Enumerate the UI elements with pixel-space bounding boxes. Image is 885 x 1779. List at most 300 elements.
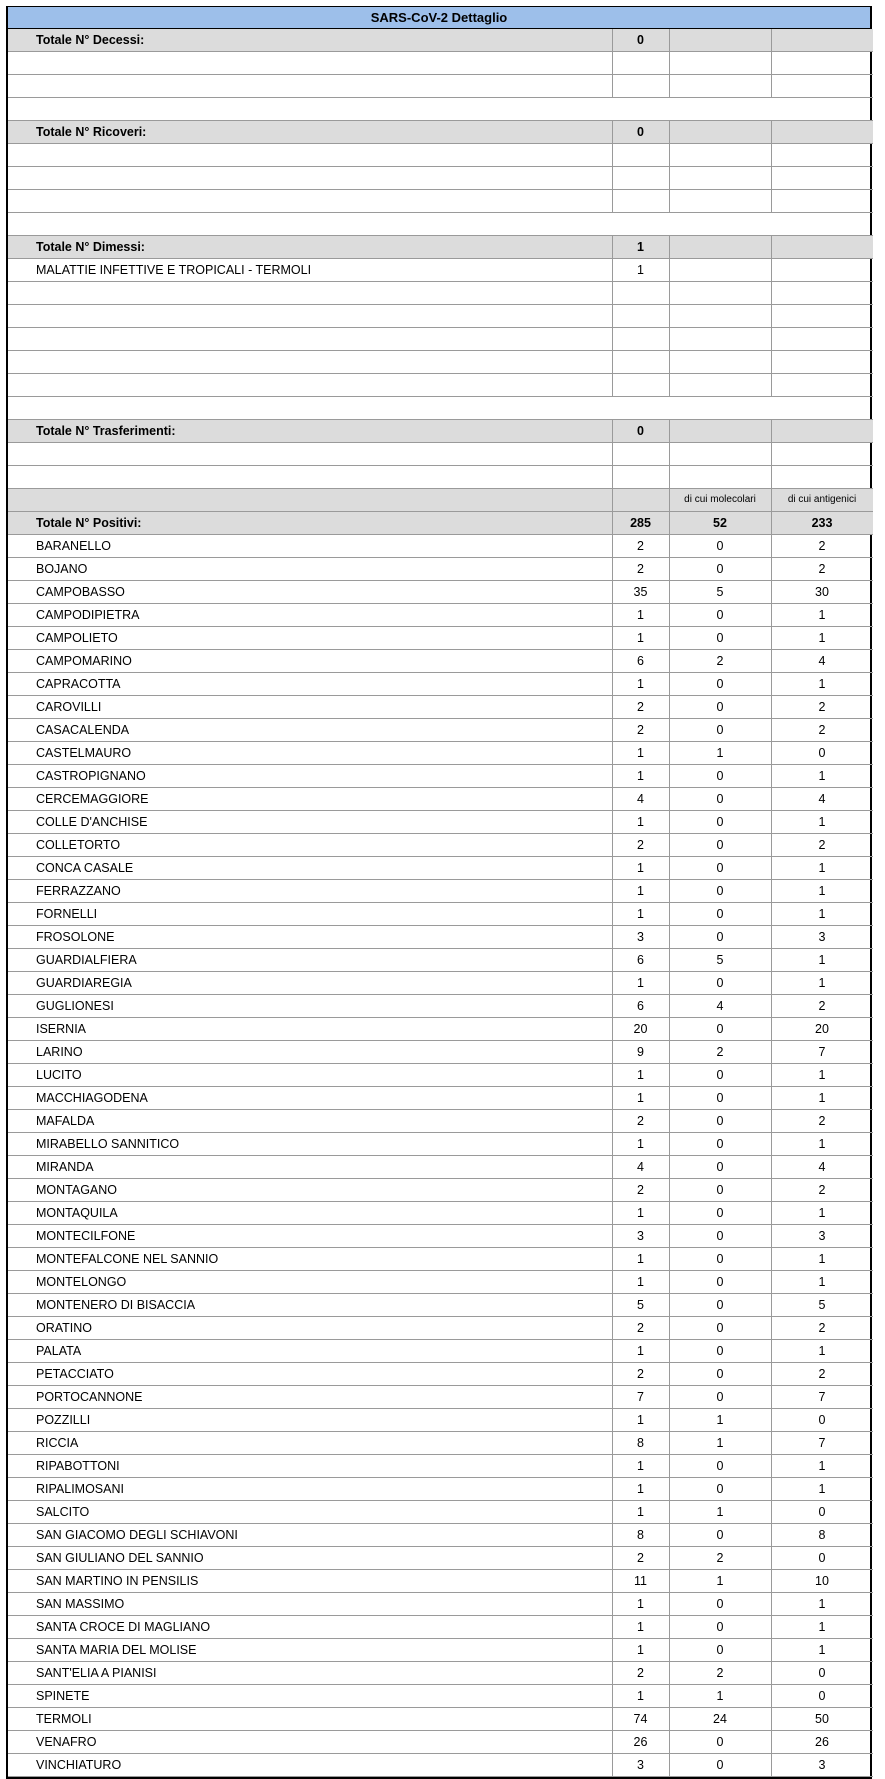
positivi-row [8, 1225, 873, 1248]
molecolari-count: 0 [669, 880, 771, 903]
comune-name: FROSOLONE [8, 926, 612, 949]
positivi-count: 2 [612, 558, 669, 581]
comune-name: MONTEFALCONE NEL SANNIO [8, 1248, 612, 1271]
antigenici-count: 1 [771, 1087, 873, 1110]
molecolari-count: 24 [669, 1708, 771, 1731]
positivi-count: 2 [612, 719, 669, 742]
molecolari-count: 0 [669, 696, 771, 719]
positivi-count: 4 [612, 788, 669, 811]
comune-name: RICCIA [8, 1432, 612, 1455]
positivi-count: 9 [612, 1041, 669, 1064]
molecolari-count: 0 [669, 1478, 771, 1501]
comune-name: MONTENERO DI BISACCIA [8, 1294, 612, 1317]
positivi-count: 1 [612, 1202, 669, 1225]
positivi-row [8, 857, 873, 880]
comune-name: CONCA CASALE [8, 857, 612, 880]
comune-name: RIPABOTTONI [8, 1455, 612, 1478]
molecolari-count: 0 [669, 1616, 771, 1639]
positivi-molecolari: 52 [669, 512, 771, 535]
molecolari-count: 0 [669, 558, 771, 581]
positivi-row [8, 880, 873, 903]
comune-name: CASTROPIGNANO [8, 765, 612, 788]
empty-row [8, 190, 873, 213]
antigenici-count: 1 [771, 1202, 873, 1225]
positivi-count: 1 [612, 857, 669, 880]
comune-name: MIRABELLO SANNITICO [8, 1133, 612, 1156]
molecolari-count: 1 [669, 742, 771, 765]
positivi-row [8, 1731, 873, 1754]
molecolari-count: 1 [669, 1432, 771, 1455]
molecolari-count: 0 [669, 535, 771, 558]
comune-name: CAPRACOTTA [8, 673, 612, 696]
comune-name: SANTA MARIA DEL MOLISE [8, 1639, 612, 1662]
comune-name: BARANELLO [8, 535, 612, 558]
positivi-row [8, 1087, 873, 1110]
positivi-row [8, 604, 873, 627]
comune-name: MACCHIAGODENA [8, 1087, 612, 1110]
positivi-row [8, 673, 873, 696]
molecolari-count: 0 [669, 1524, 771, 1547]
positivi-count: 2 [612, 1662, 669, 1685]
positivi-row [8, 696, 873, 719]
positivi-row [8, 834, 873, 857]
positivi-count: 7 [612, 1386, 669, 1409]
positivi-count: 1 [612, 1133, 669, 1156]
positivi-count: 2 [612, 1110, 669, 1133]
molecolari-count: 0 [669, 903, 771, 926]
positivi-count: 1 [612, 1501, 669, 1524]
molecolari-count: 0 [669, 604, 771, 627]
ricoveri-header-row [8, 121, 873, 144]
positivi-count: 6 [612, 949, 669, 972]
antigenici-count: 7 [771, 1432, 873, 1455]
positivi-row [8, 1593, 873, 1616]
comune-name: SAN GIULIANO DEL SANNIO [8, 1547, 612, 1570]
positivi-total: 285 [612, 512, 669, 535]
antigenici-count: 0 [771, 1547, 873, 1570]
positivi-row [8, 788, 873, 811]
positivi-count: 35 [612, 581, 669, 604]
positivi-header-row [8, 512, 873, 535]
decessi-total: 0 [612, 29, 669, 52]
molecolari-count: 0 [669, 1110, 771, 1133]
antigenici-count: 0 [771, 1685, 873, 1708]
positivi-count: 1 [612, 765, 669, 788]
molecolari-count: 2 [669, 650, 771, 673]
dimessi-row [8, 259, 873, 282]
positivi-count: 1 [612, 1455, 669, 1478]
comune-name: GUGLIONESI [8, 995, 612, 1018]
col-antigenici-header: di cui antigenici [771, 489, 873, 512]
molecolari-count: 0 [669, 1202, 771, 1225]
report-sheet [6, 6, 872, 1779]
positivi-row [8, 1202, 873, 1225]
positivi-count: 1 [612, 604, 669, 627]
positivi-row [8, 903, 873, 926]
comune-name: FORNELLI [8, 903, 612, 926]
positivi-count: 1 [612, 903, 669, 926]
comune-name: CASTELMAURO [8, 742, 612, 765]
positivi-row [8, 1248, 873, 1271]
positivi-row [8, 1501, 873, 1524]
antigenici-count: 2 [771, 535, 873, 558]
comune-name: SPINETE [8, 1685, 612, 1708]
positivi-row [8, 811, 873, 834]
comune-name: GUARDIAREGIA [8, 972, 612, 995]
positivi-count: 2 [612, 535, 669, 558]
positivi-count: 1 [612, 1087, 669, 1110]
empty-row [8, 351, 873, 374]
antigenici-count: 2 [771, 719, 873, 742]
comune-name: CASACALENDA [8, 719, 612, 742]
dimessi-header-row [8, 236, 873, 259]
ricoveri-total: 0 [612, 121, 669, 144]
positivi-count: 4 [612, 1156, 669, 1179]
antigenici-count: 1 [771, 673, 873, 696]
spacer-row [8, 397, 873, 420]
positivi-row [8, 1639, 873, 1662]
molecolari-count: 0 [669, 1133, 771, 1156]
comune-name: RIPALIMOSANI [8, 1478, 612, 1501]
molecolari-count: 0 [669, 1593, 771, 1616]
comune-name: MONTAGANO [8, 1179, 612, 1202]
molecolari-count: 0 [669, 972, 771, 995]
positivi-row [8, 1110, 873, 1133]
molecolari-count: 0 [669, 1225, 771, 1248]
comune-name: MONTECILFONE [8, 1225, 612, 1248]
positivi-row [8, 719, 873, 742]
antigenici-count: 1 [771, 1455, 873, 1478]
molecolari-count: 5 [669, 949, 771, 972]
comune-name: PETACCIATO [8, 1363, 612, 1386]
positivi-row [8, 581, 873, 604]
dimessi-total: 1 [612, 236, 669, 259]
positivi-count: 6 [612, 995, 669, 1018]
molecolari-count: 0 [669, 1363, 771, 1386]
molecolari-count: 0 [669, 627, 771, 650]
molecolari-count: 0 [669, 1731, 771, 1754]
comune-name: SAN GIACOMO DEGLI SCHIAVONI [8, 1524, 612, 1547]
comune-name: COLLETORTO [8, 834, 612, 857]
positivi-row [8, 1386, 873, 1409]
positivi-count: 11 [612, 1570, 669, 1593]
positivi-count: 1 [612, 1478, 669, 1501]
molecolari-count: 0 [669, 1064, 771, 1087]
dimessi-label: Totale N° Dimessi: [8, 236, 612, 259]
positivi-row [8, 1409, 873, 1432]
positivi-row [8, 1432, 873, 1455]
comune-name: PALATA [8, 1340, 612, 1363]
positivi-count: 26 [612, 1731, 669, 1754]
positivi-row [8, 1662, 873, 1685]
comune-name: PORTOCANNONE [8, 1386, 612, 1409]
molecolari-count: 1 [669, 1409, 771, 1432]
positivi-row [8, 1271, 873, 1294]
antigenici-count: 1 [771, 1064, 873, 1087]
comune-name: MONTELONGO [8, 1271, 612, 1294]
positivi-row [8, 1524, 873, 1547]
comune-name: TERMOLI [8, 1708, 612, 1731]
empty-row [8, 167, 873, 190]
positivi-count: 1 [612, 972, 669, 995]
positivi-row [8, 1294, 873, 1317]
positivi-count: 2 [612, 834, 669, 857]
decessi-header-row [8, 29, 873, 52]
comune-name: LUCITO [8, 1064, 612, 1087]
positivi-row [8, 1547, 873, 1570]
positivi-count: 1 [612, 1340, 669, 1363]
positivi-row [8, 1018, 873, 1041]
comune-name: SANTA CROCE DI MAGLIANO [8, 1616, 612, 1639]
positivi-count: 3 [612, 926, 669, 949]
antigenici-count: 1 [771, 880, 873, 903]
comune-name: CAMPOLIETO [8, 627, 612, 650]
molecolari-count: 0 [669, 673, 771, 696]
positivi-row [8, 1340, 873, 1363]
empty-row [8, 466, 873, 489]
antigenici-count: 2 [771, 696, 873, 719]
positivi-count: 20 [612, 1018, 669, 1041]
positivi-row [8, 765, 873, 788]
comune-name: MAFALDA [8, 1110, 612, 1133]
comune-name: BOJANO [8, 558, 612, 581]
comune-name: CERCEMAGGIORE [8, 788, 612, 811]
positivi-count: 1 [612, 1248, 669, 1271]
molecolari-count: 0 [669, 1271, 771, 1294]
report-table [8, 29, 873, 1777]
antigenici-count: 26 [771, 1731, 873, 1754]
antigenici-count: 1 [771, 949, 873, 972]
molecolari-count: 0 [669, 1317, 771, 1340]
positivi-row [8, 650, 873, 673]
molecolari-count: 0 [669, 1455, 771, 1478]
antigenici-count: 1 [771, 627, 873, 650]
molecolari-count: 1 [669, 1685, 771, 1708]
antigenici-count: 1 [771, 1616, 873, 1639]
comune-name: VINCHIATURO [8, 1754, 612, 1777]
antigenici-count: 1 [771, 1340, 873, 1363]
positivi-count: 1 [612, 1593, 669, 1616]
comune-name: CAMPOBASSO [8, 581, 612, 604]
antigenici-count: 8 [771, 1524, 873, 1547]
molecolari-count: 0 [669, 834, 771, 857]
col-molecolari-header: di cui molecolari [669, 489, 771, 512]
positivi-row [8, 1133, 873, 1156]
antigenici-count: 10 [771, 1570, 873, 1593]
antigenici-count: 1 [771, 972, 873, 995]
positivi-row [8, 1179, 873, 1202]
positivi-row [8, 627, 873, 650]
antigenici-count: 0 [771, 1409, 873, 1432]
antigenici-count: 1 [771, 1478, 873, 1501]
molecolari-count: 0 [669, 1248, 771, 1271]
positivi-antigenici: 233 [771, 512, 873, 535]
positivi-count: 1 [612, 742, 669, 765]
antigenici-count: 4 [771, 1156, 873, 1179]
molecolari-count: 2 [669, 1662, 771, 1685]
antigenici-count: 2 [771, 558, 873, 581]
molecolari-count: 0 [669, 1340, 771, 1363]
positivi-count: 1 [612, 1639, 669, 1662]
comune-name: CAMPOMARINO [8, 650, 612, 673]
positivi-row [8, 1616, 873, 1639]
positivi-row [8, 1156, 873, 1179]
ricoveri-label: Totale N° Ricoveri: [8, 121, 612, 144]
positivi-count: 1 [612, 811, 669, 834]
positivi-count: 1 [612, 627, 669, 650]
antigenici-count: 3 [771, 926, 873, 949]
molecolari-count: 4 [669, 995, 771, 1018]
comune-name: COLLE D'ANCHISE [8, 811, 612, 834]
positivi-row [8, 1064, 873, 1087]
positivi-row [8, 1363, 873, 1386]
decessi-label: Totale N° Decessi: [8, 29, 612, 52]
positivi-row [8, 1570, 873, 1593]
empty-row [8, 305, 873, 328]
molecolari-count: 2 [669, 1041, 771, 1064]
molecolari-count: 0 [669, 857, 771, 880]
positivi-count: 5 [612, 1294, 669, 1317]
molecolari-count: 0 [669, 1386, 771, 1409]
positivi-count: 1 [612, 1064, 669, 1087]
empty-row [8, 282, 873, 305]
positivi-row [8, 535, 873, 558]
molecolari-count: 0 [669, 765, 771, 788]
positivi-row [8, 1317, 873, 1340]
positivi-count: 2 [612, 1363, 669, 1386]
antigenici-count: 0 [771, 742, 873, 765]
empty-row [8, 144, 873, 167]
antigenici-count: 3 [771, 1754, 873, 1777]
positivi-row [8, 1754, 873, 1777]
antigenici-count: 7 [771, 1041, 873, 1064]
positivi-columns-row [8, 489, 873, 512]
spacer-row [8, 213, 873, 236]
spacer-row [8, 98, 873, 121]
positivi-count: 1 [612, 1409, 669, 1432]
antigenici-count: 2 [771, 834, 873, 857]
antigenici-count: 2 [771, 1110, 873, 1133]
molecolari-count: 0 [669, 1639, 771, 1662]
molecolari-count: 0 [669, 926, 771, 949]
comune-name: GUARDIALFIERA [8, 949, 612, 972]
positivi-row [8, 558, 873, 581]
empty-row [8, 75, 873, 98]
antigenici-count: 1 [771, 1639, 873, 1662]
positivi-count: 2 [612, 1317, 669, 1340]
antigenici-count: 50 [771, 1708, 873, 1731]
molecolari-count: 0 [669, 1294, 771, 1317]
positivi-count: 74 [612, 1708, 669, 1731]
positivi-count: 1 [612, 1685, 669, 1708]
molecolari-count: 2 [669, 1547, 771, 1570]
antigenici-count: 1 [771, 903, 873, 926]
trasferimenti-total: 0 [612, 420, 669, 443]
molecolari-count: 1 [669, 1570, 771, 1593]
positivi-count: 2 [612, 696, 669, 719]
antigenici-count: 1 [771, 1271, 873, 1294]
antigenici-count: 4 [771, 650, 873, 673]
antigenici-count: 7 [771, 1386, 873, 1409]
positivi-row [8, 949, 873, 972]
positivi-row [8, 972, 873, 995]
antigenici-count: 4 [771, 788, 873, 811]
antigenici-count: 2 [771, 1179, 873, 1202]
molecolari-count: 0 [669, 1179, 771, 1202]
comune-name: ISERNIA [8, 1018, 612, 1041]
comune-name: ORATINO [8, 1317, 612, 1340]
positivi-label: Totale N° Positivi: [8, 512, 612, 535]
antigenici-count: 30 [771, 581, 873, 604]
antigenici-count: 2 [771, 1317, 873, 1340]
molecolari-count: 0 [669, 1018, 771, 1041]
trasferimenti-label: Totale N° Trasferimenti: [8, 420, 612, 443]
comune-name: POZZILLI [8, 1409, 612, 1432]
positivi-row [8, 1685, 873, 1708]
molecolari-count: 0 [669, 719, 771, 742]
molecolari-count: 0 [669, 1156, 771, 1179]
positivi-count: 2 [612, 1179, 669, 1202]
antigenici-count: 1 [771, 1593, 873, 1616]
positivi-count: 8 [612, 1524, 669, 1547]
antigenici-count: 20 [771, 1018, 873, 1041]
comune-name: MONTAQUILA [8, 1202, 612, 1225]
positivi-count: 2 [612, 1547, 669, 1570]
empty-row [8, 52, 873, 75]
molecolari-count: 0 [669, 788, 771, 811]
antigenici-count: 1 [771, 1248, 873, 1271]
comune-name: FERRAZZANO [8, 880, 612, 903]
antigenici-count: 1 [771, 857, 873, 880]
empty-row [8, 443, 873, 466]
comune-name: CAMPODIPIETRA [8, 604, 612, 627]
positivi-row [8, 742, 873, 765]
antigenici-count: 5 [771, 1294, 873, 1317]
positivi-count: 1 [612, 673, 669, 696]
antigenici-count: 1 [771, 1133, 873, 1156]
dimessi-row-name: MALATTIE INFETTIVE E TROPICALI - TERMOLI [8, 259, 612, 282]
antigenici-count: 0 [771, 1501, 873, 1524]
comune-name: SAN MARTINO IN PENSILIS [8, 1570, 612, 1593]
positivi-count: 8 [612, 1432, 669, 1455]
antigenici-count: 0 [771, 1662, 873, 1685]
molecolari-count: 0 [669, 811, 771, 834]
positivi-count: 3 [612, 1754, 669, 1777]
antigenici-count: 1 [771, 604, 873, 627]
positivi-row [8, 1455, 873, 1478]
comune-name: MIRANDA [8, 1156, 612, 1179]
comune-name: SANT'ELIA A PIANISI [8, 1662, 612, 1685]
comune-name: LARINO [8, 1041, 612, 1064]
positivi-row [8, 1708, 873, 1731]
comune-name: SALCITO [8, 1501, 612, 1524]
molecolari-count: 0 [669, 1087, 771, 1110]
trasferimenti-header-row [8, 420, 873, 443]
antigenici-count: 1 [771, 811, 873, 834]
positivi-count: 3 [612, 1225, 669, 1248]
positivi-count: 1 [612, 880, 669, 903]
empty-row [8, 374, 873, 397]
dimessi-row-value: 1 [612, 259, 669, 282]
positivi-count: 6 [612, 650, 669, 673]
molecolari-count: 0 [669, 1754, 771, 1777]
comune-name: CAROVILLI [8, 696, 612, 719]
comune-name: SAN MASSIMO [8, 1593, 612, 1616]
antigenici-count: 3 [771, 1225, 873, 1248]
positivi-count: 1 [612, 1271, 669, 1294]
molecolari-count: 1 [669, 1501, 771, 1524]
positivi-count: 1 [612, 1616, 669, 1639]
